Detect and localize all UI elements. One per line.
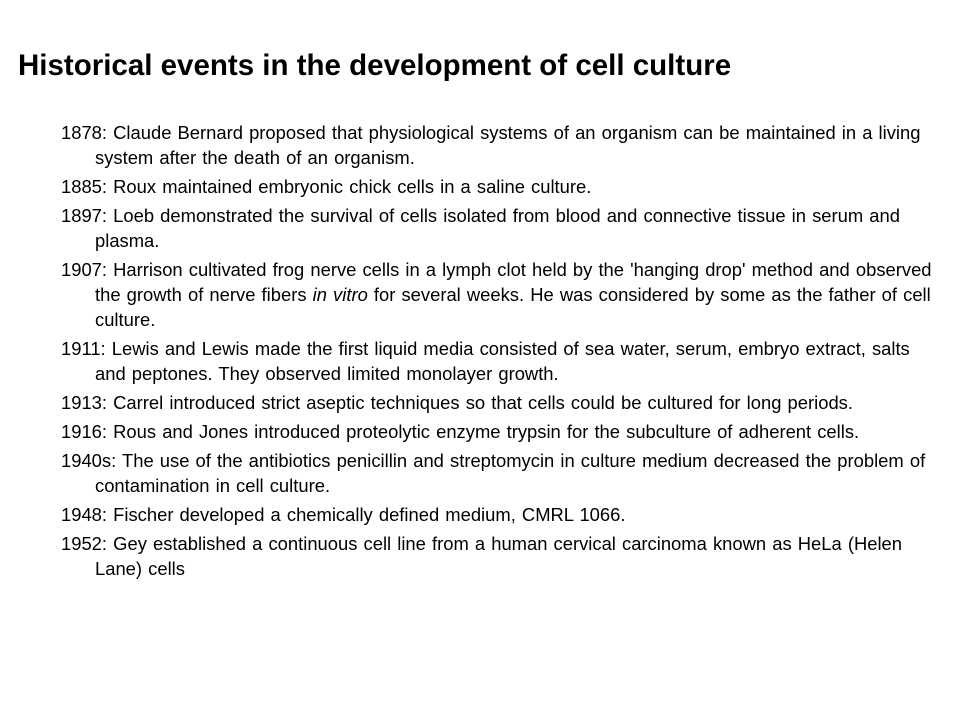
- event-text: Loeb demonstrated the survival of cells isolated from blood and connective tissue in serum and plasma.: [95, 205, 900, 251]
- event-text-after: for several weeks. He was considered by some as the father of cell culture.: [95, 284, 931, 330]
- event-item-1897: [61, 203, 941, 253]
- event-year: 1913:: [61, 392, 108, 413]
- event-text: Gey established a continuous cell line from a human cervical carcinoma known as HeLa (Helen Lane) cells: [95, 533, 902, 579]
- event-text: Lewis and Lewis made the first liquid media consisted of sea water, serum, embryo extract, salts and peptones. They observed limited monolayer growth.: [95, 338, 910, 384]
- event-item-1916: [61, 419, 941, 444]
- event-text: Claude Bernard proposed that physiological systems of an organism can be maintained in a living system after the death of an organism.: [95, 122, 921, 168]
- event-text: Carrel introduced strict aseptic techniques so that cells could be cultured for long periods.: [113, 392, 853, 413]
- event-year: 1940s:: [61, 450, 117, 471]
- event-item-1952: [61, 531, 941, 581]
- event-year: 1948:: [61, 504, 108, 525]
- event-item-1907: [61, 257, 941, 332]
- event-text-italic: in vitro: [312, 284, 368, 305]
- event-year: 1907:: [61, 259, 108, 280]
- slide-title: Historical events in the development of cell culture: [18, 49, 732, 82]
- event-year: 1878:: [61, 122, 108, 143]
- event-year: 1885:: [61, 176, 108, 197]
- event-year: 1897:: [61, 205, 108, 226]
- event-text: Rous and Jones introduced proteolytic enzyme trypsin for the subculture of adherent cells.: [113, 421, 860, 442]
- event-item-1948: [61, 502, 941, 527]
- event-item-1885: [61, 174, 941, 199]
- event-item-1878: [61, 120, 941, 170]
- event-text-before: Harrison cultivated frog nerve cells in a lymph clot held by the 'hanging drop' method and observed the growth of nerve fibers: [95, 259, 932, 305]
- event-year: 1911:: [61, 338, 106, 359]
- event-year: 1952:: [61, 533, 108, 554]
- event-item-1913: [61, 390, 941, 415]
- events-list: [61, 120, 941, 585]
- event-year: 1916:: [61, 421, 108, 442]
- event-text: Fischer developed a chemically defined medium, CMRL 1066.: [113, 504, 626, 525]
- event-text: Roux maintained embryonic chick cells in a saline culture.: [113, 176, 592, 197]
- event-item-1911: [61, 336, 941, 386]
- event-text: The use of the antibiotics penicillin and streptomycin in culture medium decreased the problem of contamination in cell culture.: [95, 450, 926, 496]
- event-item-1940s: [61, 448, 941, 498]
